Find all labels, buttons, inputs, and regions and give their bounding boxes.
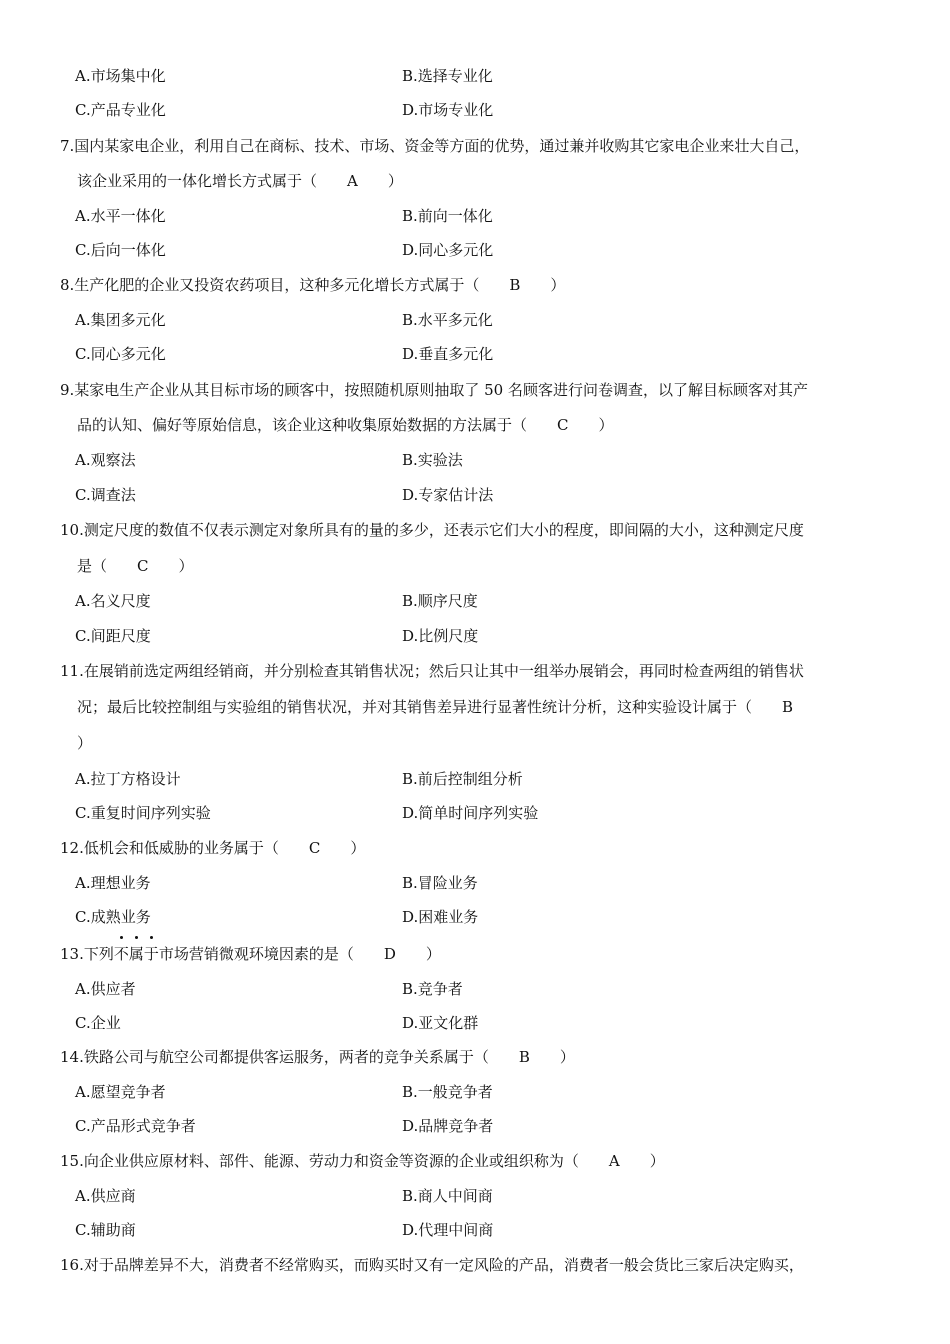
q13-stem-line1 bbox=[60, 944, 441, 964]
q11-option-d: D.简单时间序列实验 bbox=[402, 804, 539, 822]
q13-option-a: A.供应者 bbox=[75, 980, 136, 998]
q14-option-a: A.愿望竞争者 bbox=[75, 1083, 166, 1101]
q8-option-b: B.水平多元化 bbox=[402, 311, 493, 329]
q7-option-a: A.水平一体化 bbox=[75, 207, 166, 225]
q15-option-c: C.辅助商 bbox=[75, 1221, 136, 1239]
q8-option-d: D.垂直多元化 bbox=[402, 345, 494, 363]
q12-option-a: A.理想业务 bbox=[75, 874, 151, 892]
q9-stem-line1: 9.某家电生产企业从其目标市场的顾客中，按照随机原则抽取了 50 名顾客进行问卷调查，以了解目标顾客对其产 bbox=[60, 381, 808, 399]
q11-stem-line3: ） bbox=[77, 734, 93, 752]
q13-stem-suffix: 市场营销微观环境因素的是（ D ） bbox=[158, 945, 441, 963]
q10-option-c: C.间距尺度 bbox=[75, 627, 151, 645]
q15-option-b: B.商人中间商 bbox=[402, 1187, 493, 1205]
q13-option-d: D.亚文化群 bbox=[402, 1014, 479, 1032]
q15-option-d: D.代理中间商 bbox=[402, 1221, 494, 1239]
q10-option-b: B.顺序尺度 bbox=[402, 592, 478, 610]
q10-stem-line1: 10.测定尺度的数值不仅表示测定对象所具有的量的多少，还表示它们大小的程度，即间隔的大小，这种测定尺度 bbox=[60, 521, 804, 539]
q11-option-a: A.拉丁方格设计 bbox=[75, 770, 181, 788]
emphasis-dot bbox=[150, 936, 153, 939]
q14-option-c: C.产品形式竞争者 bbox=[75, 1117, 196, 1135]
q13-stem-emphasis bbox=[114, 945, 159, 963]
q15-stem-line1: 15.向企业供应原材料、部件、能源、劳动力和资金等资源的企业或组织称为（ A ） bbox=[60, 1152, 665, 1170]
emphasis-dot bbox=[135, 936, 138, 939]
q13-stem-prefix: 13.下列 bbox=[60, 945, 114, 963]
q8-option-c: C.同心多元化 bbox=[75, 345, 166, 363]
q13-stem-emphasis-text: 不属于 bbox=[113, 945, 159, 963]
q11-stem-line1: 11.在展销前选定两组经销商，并分别检查其销售状况；然后只让其中一组举办展销会，再同时检查两组的销售状 bbox=[60, 662, 804, 680]
q6-option-c: C.产品专业化 bbox=[75, 101, 166, 119]
q8-stem-line1: 8.生产化肥的企业又投资农药项目，这种多元化增长方式属于（ B ） bbox=[60, 276, 566, 294]
q6-option-d: D.市场专业化 bbox=[402, 101, 494, 119]
q10-option-d: D.比例尺度 bbox=[402, 627, 479, 645]
q14-option-d: D.品牌竞争者 bbox=[402, 1117, 494, 1135]
q11-option-c: C.重复时间序列实验 bbox=[75, 804, 211, 822]
q10-option-a: A.名义尺度 bbox=[75, 592, 151, 610]
q7-option-d: D.同心多元化 bbox=[402, 241, 494, 259]
q6-option-a: A.市场集中化 bbox=[75, 67, 166, 85]
q12-option-c: C.成熟业务 bbox=[75, 908, 151, 926]
q8-option-a: A.集团多元化 bbox=[75, 311, 166, 329]
q13-option-c: C.企业 bbox=[75, 1014, 121, 1032]
q12-stem-line1: 12.低机会和低威胁的业务属于（ C ） bbox=[60, 839, 366, 857]
q11-option-b: B.前后控制组分析 bbox=[402, 770, 523, 788]
q6-option-b: B.选择专业化 bbox=[402, 67, 493, 85]
q14-stem-line1: 14.铁路公司与航空公司都提供客运服务，两者的竞争关系属于（ B ） bbox=[60, 1048, 575, 1066]
q9-option-b: B.实验法 bbox=[402, 451, 463, 469]
q9-stem-line2: 品的认知、偏好等原始信息，该企业这种收集原始数据的方法属于（ C ） bbox=[77, 416, 614, 434]
q9-option-d: D.专家估计法 bbox=[402, 486, 494, 504]
q10-stem-line2: 是（ C ） bbox=[77, 557, 194, 575]
q11-stem-line2: 况；最后比较控制组与实验组的销售状况，并对其销售差异进行显著性统计分析，这种实验设计属于（ B bbox=[77, 698, 794, 716]
q13-option-b: B.竞争者 bbox=[402, 980, 463, 998]
q7-stem-line1: 7.国内某家电企业，利用自己在商标、技术、市场、资金等方面的优势，通过兼并收购其它家电企业来壮大自己， bbox=[60, 137, 810, 155]
q15-option-a: A.供应商 bbox=[75, 1187, 136, 1205]
q16-stem-line1: 16.对于品牌差异不大，消费者不经常购买，而购买时又有一定风险的产品，消费者一般会货比三家后决定购买， bbox=[60, 1256, 804, 1274]
q9-option-c: C.调查法 bbox=[75, 486, 136, 504]
emphasis-dot bbox=[120, 936, 123, 939]
q7-stem-line2: 该企业采用的一体化增长方式属于（ A ） bbox=[77, 172, 403, 190]
q12-option-d: D.困难业务 bbox=[402, 908, 479, 926]
q14-option-b: B.一般竞争者 bbox=[402, 1083, 493, 1101]
q7-option-b: B.前向一体化 bbox=[402, 207, 493, 225]
q7-option-c: C.后向一体化 bbox=[75, 241, 166, 259]
q12-option-b: B.冒险业务 bbox=[402, 874, 478, 892]
q9-option-a: A.观察法 bbox=[75, 451, 136, 469]
